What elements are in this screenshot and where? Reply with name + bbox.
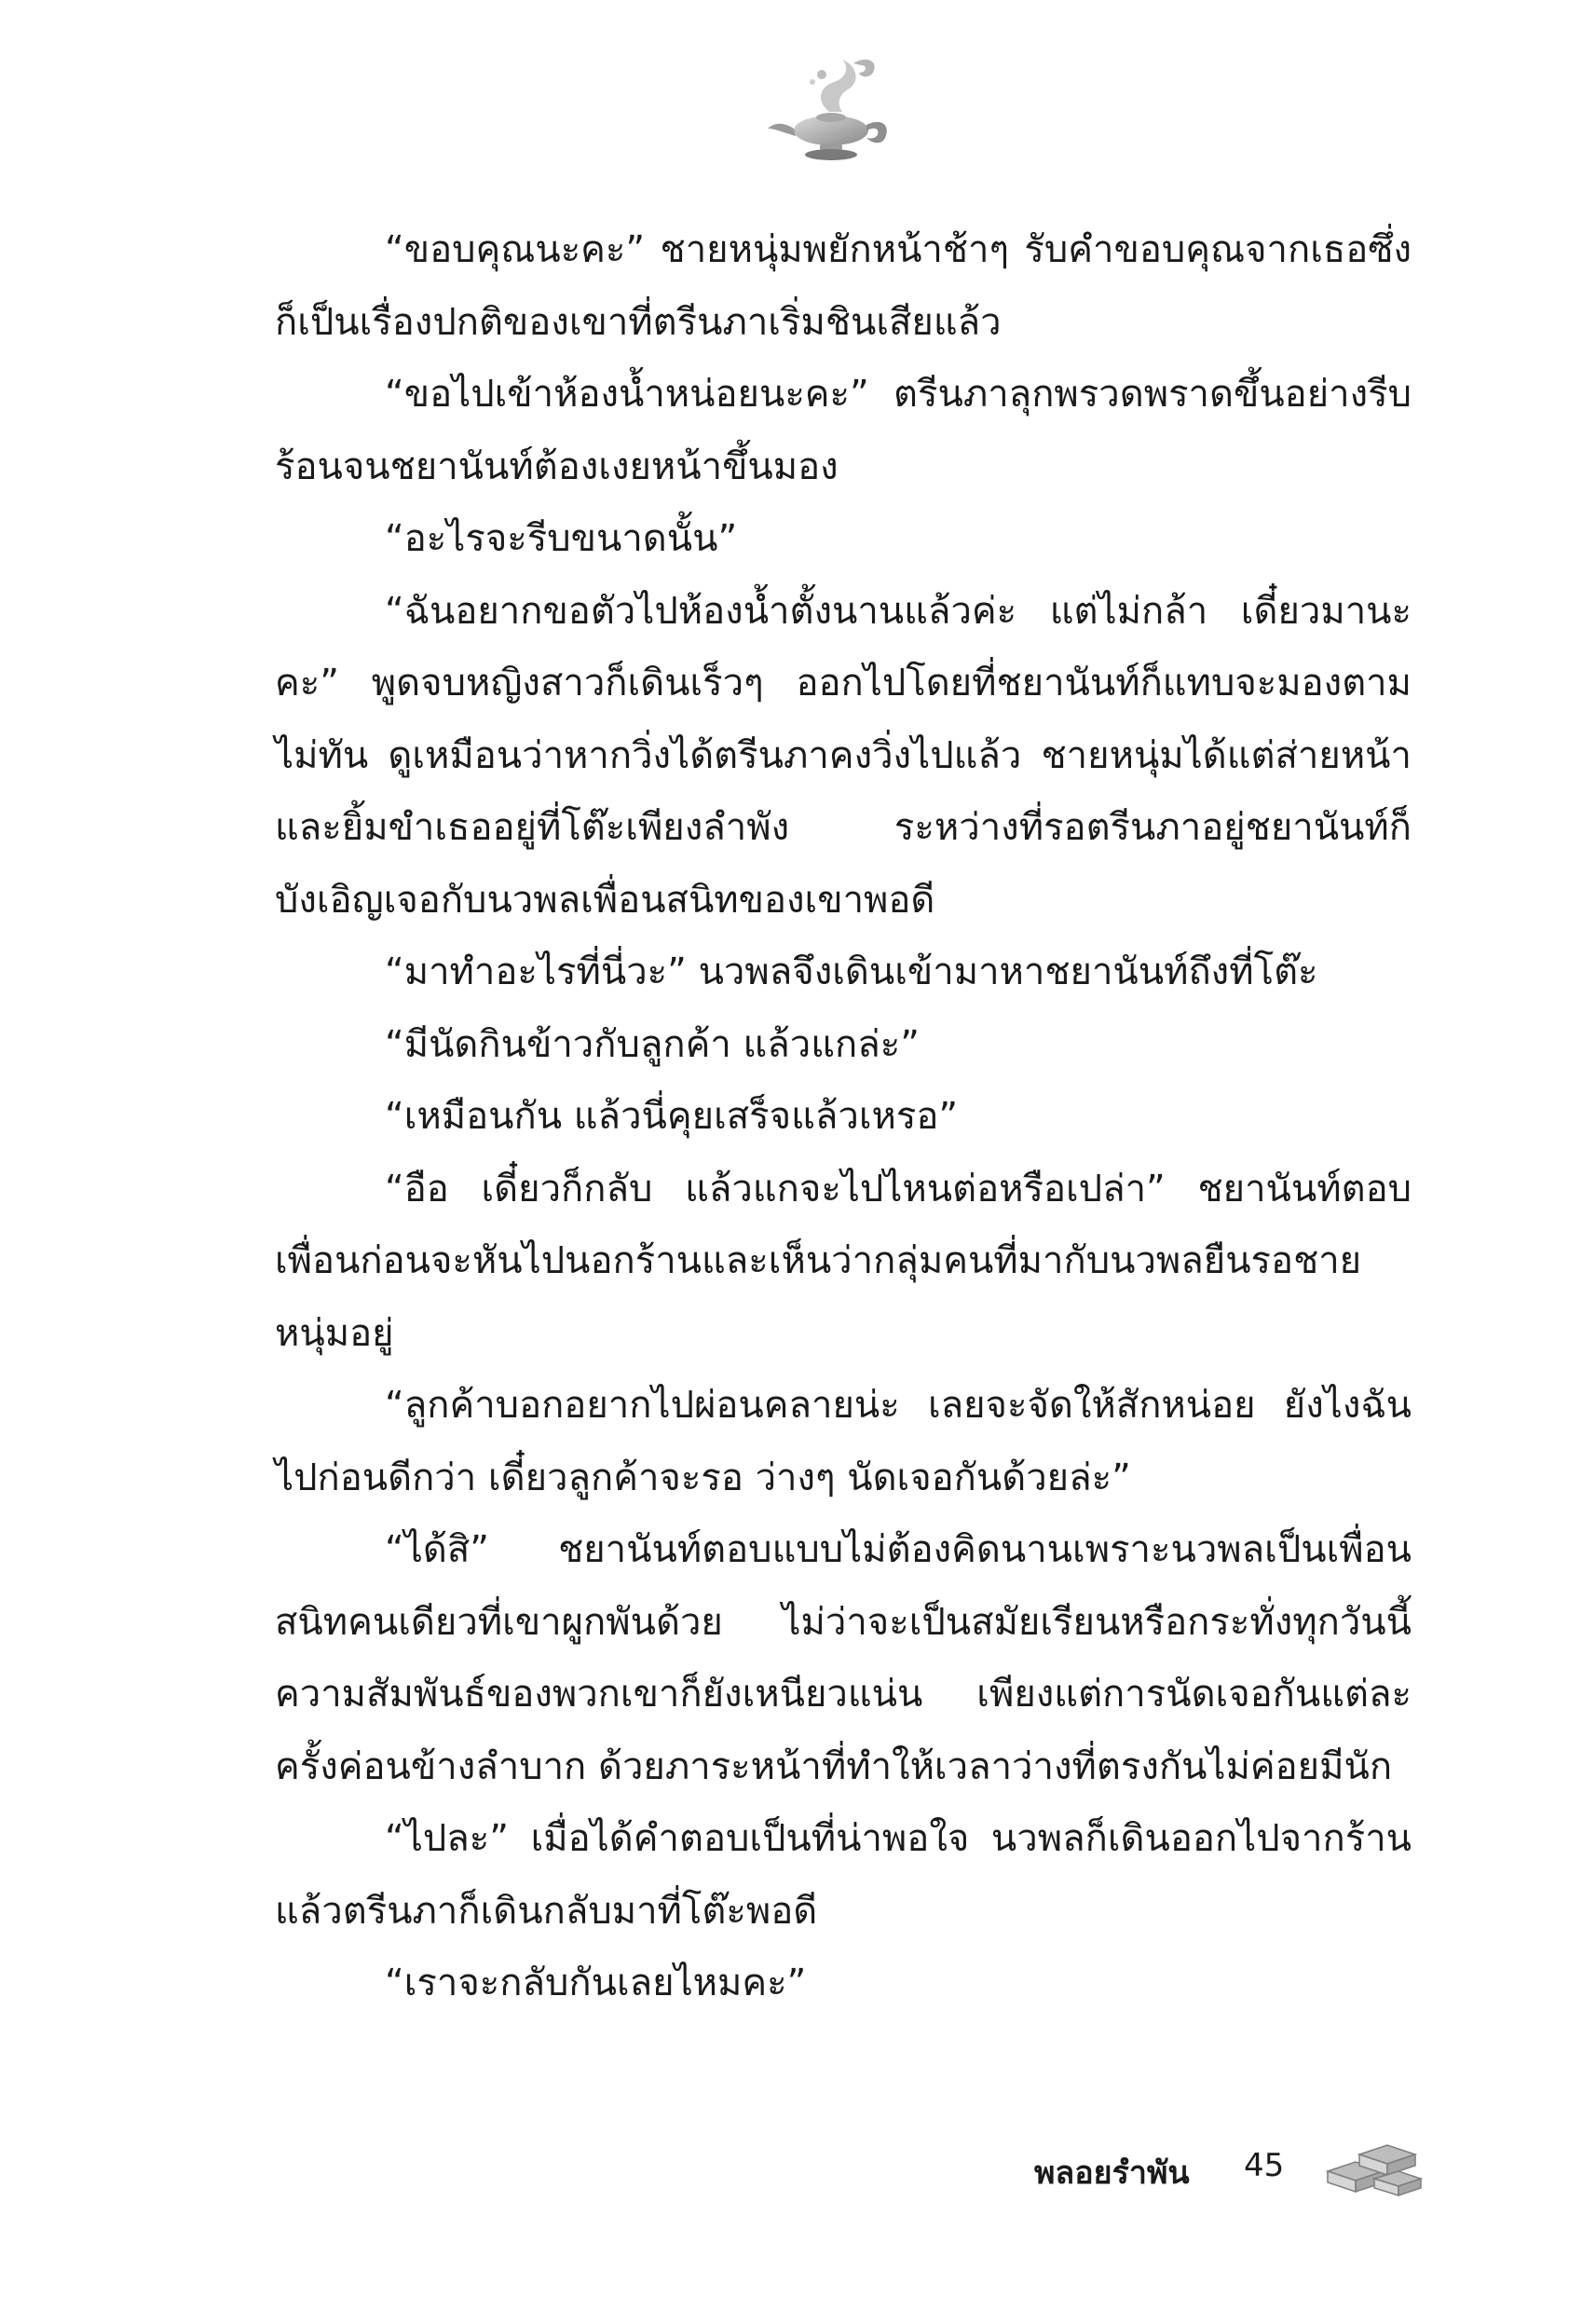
page-footer	[1034, 2134, 1425, 2208]
paragraph-8: “อือ เดี๋ยวก็กลับ แล้วแกจะไปไหนต่อหรือเปล่า” ชยานันท์ตอบเพื่อนก่อนจะหันไปนอกร้านและเห็นว่ากลุ่มคนที่มากับนวพลยืนรอชายหนุ่มอยู่	[275, 1167, 1412, 1355]
paragraph-11: “ไปละ” เมื่อได้คำตอบเป็นที่น่าพอใจ นวพลก็เดินออกไปจากร้านแล้วตรีนภาก็เดินกลับมาที่โต๊ะพอดี	[275, 1817, 1412, 1933]
paragraph-5: “มาทำอะไรที่นี่วะ” นวพลจึงเดินเข้ามาหาชยานันท์ถึงที่โต๊ะ	[385, 950, 1318, 993]
books-stack-icon	[1318, 2134, 1425, 2201]
paragraph-1: “ขอบคุณนะคะ” ชายหนุ่มพยักหน้าช้าๆ รับคำขอบคุณจากเธอซึ่งก็เป็นเรื่องปกติของเขาที่ตรีนภาเริ่มชินเสียแล้ว	[275, 228, 1412, 344]
paragraph-6: “มีนัดกินข้าวกับลูกค้า แล้วแกล่ะ”	[385, 1022, 920, 1066]
paragraph-7: “เหมือนกัน แล้วนี่คุยเสร็จแล้วเหรอ”	[385, 1095, 959, 1138]
paragraph-2: “ขอไปเข้าห้องน้ำหน่อยนะคะ” ตรีนภาลุกพรวดพราดขึ้นอย่างรีบร้อนจนชยานันท์ต้องเงยหน้าขึ้นมอง	[275, 373, 1412, 488]
book-title: พลอยรำพัน	[1034, 2154, 1190, 2192]
paragraph-4: “ฉันอยากขอตัวไปห้องน้ำตั้งนานแล้วค่ะ แต่ไม่กล้า เดี๋ยวมานะคะ” พูดจบหญิงสาวก็เดินเร็วๆ ออกไปโดยที่ชยานันท์ก็แทบจะมองตามไม่ทัน ดูเหมือนว่าหากวิ่งได้ตรีนภาคงวิ่งไปแล้ว ชายหนุ่มได้แต่ส่ายหน้าและยิ้มขำเธออยู่ที่โต๊ะเพียงลำพัง ระหว่างที่รอตรีนภาอยู่ชยานันท์ก็บังเอิญเจอกับนวพลเพื่อนสนิทของเขาพอดี	[275, 589, 1412, 922]
story-body	[275, 214, 1412, 2020]
paragraph-12: “เราจะกลับกันเลยไหมคะ”	[385, 1962, 807, 2004]
paragraph-3: “อะไรจะรีบขนาดนั้น”	[385, 517, 738, 560]
paragraph-9: “ลูกค้าบอกอยากไปผ่อนคลายน่ะ เลยจะจัดให้สักหน่อย ยังไงฉันไปก่อนดีกว่า เดี๋ยวลูกค้าจะรอ ว่างๆ นัดเจอกันด้วยล่ะ”	[275, 1384, 1412, 1499]
paragraph-10: “ได้สิ” ชยานันท์ตอบแบบไม่ต้องคิดนานเพราะนวพลเป็นเพื่อนสนิทคนเดียวที่เขาผูกพันด้วย ไม่ว่าจะเป็นสมัยเรียนหรือกระทั่งทุกวันนี้ความสัมพันธ์ของพวกเขาก็ยังเหนียวแน่น เพียงแต่การนัดเจอกันแต่ละครั้งค่อนข้างลำบาก ด้วยภาระหน้าที่ทำให้เวลาว่างที่ตรงกันไม่ค่อยมีนัก	[275, 1528, 1412, 1788]
genie-lamp-icon	[764, 54, 904, 166]
page-number: 45	[1244, 2147, 1285, 2184]
